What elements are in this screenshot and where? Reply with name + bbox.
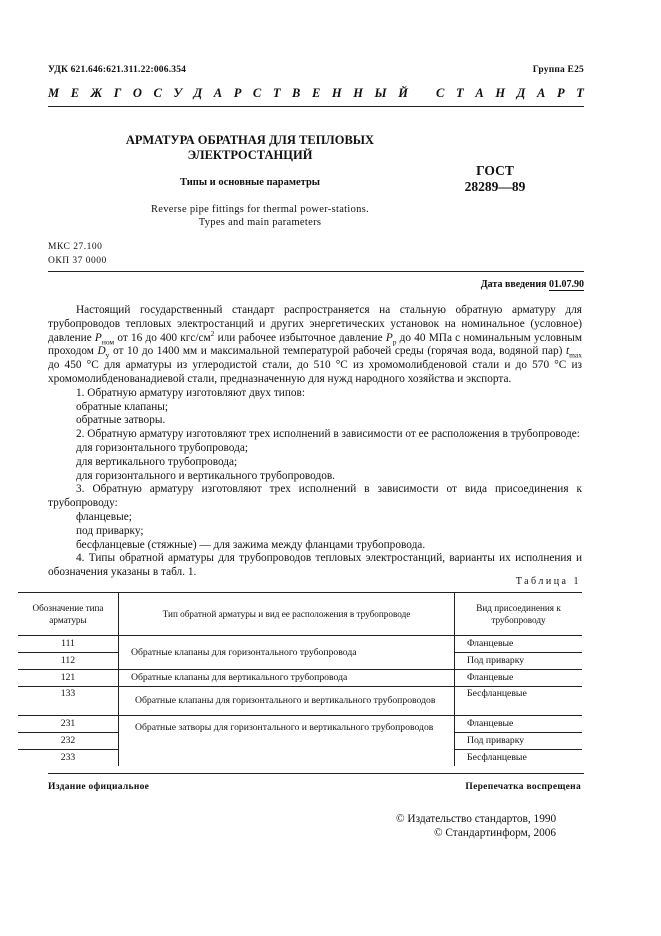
banner-letter: В bbox=[292, 86, 301, 100]
banner-letter: Ы bbox=[374, 86, 387, 100]
document-subtitle: Типы и основные параметры bbox=[179, 177, 321, 188]
banner-letter: Н bbox=[331, 86, 342, 100]
banner-letter: Н bbox=[353, 86, 363, 100]
clause-1-item-b: обратные затворы. bbox=[76, 414, 166, 427]
banner-letter: Е bbox=[70, 86, 80, 100]
banner-letter: А bbox=[213, 86, 223, 100]
intro-date bbox=[481, 279, 584, 290]
banner-letter: Т bbox=[576, 86, 584, 100]
banner-letter: Н bbox=[495, 86, 506, 100]
banner-letter: Й bbox=[398, 86, 408, 100]
type-code: 112 bbox=[18, 653, 119, 670]
clause-4: 4. Типы обратной арматуры для трубопроводов тепловых электростанций, варианты их исполнения и обозначения указаны в табл. 1. bbox=[48, 552, 582, 579]
intro-text-e: от 10 до 1400 мм и максимальной температурой рабочей среды (горячая вода, водяной пар) bbox=[109, 345, 566, 358]
connection-type: Под приварку bbox=[455, 733, 583, 750]
banner-letter: Е bbox=[311, 86, 321, 100]
symbol-p-nom: P bbox=[94, 331, 102, 344]
banner-letter: Ж bbox=[90, 86, 103, 100]
connection-type: Фланцевые bbox=[455, 636, 583, 653]
banner-word-standard bbox=[436, 86, 584, 101]
intro-text-d: до 40 МПа с номинальным условным проходом bbox=[48, 331, 583, 358]
type-code: 233 bbox=[18, 750, 119, 767]
english-title-line-1: Reverse pipe fittings for thermal power-stations. bbox=[150, 204, 370, 215]
udk-code: УДК 621.646:621.311.22:006.354 bbox=[48, 65, 187, 75]
type-description: Обратные клапаны для горизонтального и вертикального трубопроводов bbox=[119, 687, 455, 716]
interstate-standard-banner bbox=[48, 86, 584, 101]
connection-type: Бесфланцевые bbox=[455, 750, 583, 767]
banner-letter: С bbox=[153, 86, 162, 100]
symbol-p-r-sub: р bbox=[392, 336, 397, 346]
clause-2-item-a: для горизонтального трубопровода; bbox=[76, 441, 248, 454]
header-code: Обозначение типа арматуры bbox=[18, 593, 119, 636]
type-code: 133 bbox=[18, 687, 119, 716]
reprint-prohibited: Перепечатка воспрещена bbox=[465, 782, 581, 792]
banner-word-interstate bbox=[48, 86, 408, 101]
symbol-d-u: D bbox=[97, 345, 106, 358]
table-row bbox=[18, 687, 582, 716]
header-type: Тип обратной арматуры и вид ее расположения в трубопроводе bbox=[119, 593, 455, 636]
clause-1: 1. Обратную арматуру изготовляют двух типов: bbox=[76, 386, 305, 399]
type-description: Обратные затворы для горизонтального и вертикального трубопроводов bbox=[119, 716, 455, 767]
intro-text-a: Настоящий государственный стандарт распространяется на стальную обратную арматуру для трубопроводов тепловых электростанций и других энергетических установок на номинальное (условное) давление bbox=[48, 304, 582, 344]
banner-letter: М bbox=[48, 86, 60, 100]
banner-letter: Г bbox=[113, 86, 122, 100]
english-title bbox=[115, 203, 405, 229]
english-title-line-2: Types and main parameters bbox=[198, 217, 322, 228]
clause-2-item-b: для вертикального трубопровода; bbox=[76, 455, 238, 468]
banner-letter: С bbox=[436, 86, 445, 100]
clause-3-item-a: фланцевые; bbox=[76, 510, 132, 523]
title-line-1: АРМАТУРА ОБРАТНАЯ ДЛЯ ТЕПЛОВЫХ bbox=[125, 133, 375, 147]
clause-3: 3. Обратную арматуру изготовляют трех исполнений в зависимости от вида присоединения к трубопроводу: bbox=[48, 483, 582, 510]
date-rule bbox=[48, 271, 584, 272]
symbol-t-max-sub: max bbox=[569, 350, 583, 360]
type-description: Обратные клапаны для горизонтального трубопровода bbox=[119, 636, 455, 670]
clause-1-item-a: обратные клапаны; bbox=[76, 400, 169, 413]
intro-date-label: Дата введения bbox=[480, 279, 547, 290]
title-line-2: ЭЛЕКТРОСТАНЦИЙ bbox=[187, 148, 313, 162]
clause-3-item-c: бесфланцевые (стяжные) — для зажима между фланцами трубопровода. bbox=[76, 538, 426, 551]
okp-code: ОКП 37 0000 bbox=[48, 256, 107, 266]
connection-type: Бесфланцевые bbox=[455, 687, 583, 716]
banner-letter: А bbox=[475, 86, 484, 100]
banner-letter: Р bbox=[233, 86, 242, 100]
table-row bbox=[18, 636, 582, 653]
mks-code: МКС 27.100 bbox=[48, 242, 103, 252]
document-body bbox=[48, 304, 582, 580]
connection-type: Фланцевые bbox=[455, 716, 583, 733]
gost-designation bbox=[440, 163, 550, 195]
symbol-p-r: P bbox=[385, 331, 393, 344]
symbol-d-u-sub: у bbox=[105, 350, 110, 360]
table-label: Таблица 1 bbox=[515, 576, 581, 587]
banner-letter: С bbox=[252, 86, 262, 100]
types-table bbox=[18, 592, 582, 766]
table-row bbox=[18, 716, 582, 733]
group-code: Группа Е25 bbox=[532, 65, 584, 75]
banner-letter: Р bbox=[556, 86, 565, 100]
superscript-2: 2 bbox=[210, 328, 215, 338]
gost-label: ГОСТ bbox=[476, 163, 514, 178]
classification-codes bbox=[48, 240, 107, 268]
banner-letter: Д bbox=[193, 86, 203, 100]
copyright-block bbox=[396, 812, 556, 840]
official-edition: Издание официальное bbox=[48, 782, 150, 792]
intro-text-b: от 16 до 400 кгс/см bbox=[114, 331, 211, 344]
header-rule bbox=[48, 106, 584, 107]
type-code: 231 bbox=[18, 716, 119, 733]
connection-type: Фланцевые bbox=[455, 670, 583, 687]
clause-2: 2. Обратную арматуру изготовляют трех исполнений в зависимости от ее расположения в трубопроводе: bbox=[76, 428, 580, 441]
type-code: 111 bbox=[18, 636, 119, 653]
gost-number: 28289—89 bbox=[464, 179, 526, 194]
intro-paragraph bbox=[48, 304, 582, 387]
table-row bbox=[18, 670, 582, 687]
banner-letter: Т bbox=[272, 86, 281, 100]
banner-letter: О bbox=[132, 86, 142, 100]
type-code: 232 bbox=[18, 733, 119, 750]
banner-letter: Д bbox=[516, 86, 526, 100]
document-title bbox=[115, 133, 385, 163]
clause-2-item-c: для горизонтального и вертикального трубопроводов. bbox=[76, 469, 336, 482]
banner-letter: Т bbox=[456, 86, 464, 100]
table-header-row bbox=[18, 593, 582, 636]
symbol-t-max: t bbox=[565, 345, 570, 358]
intro-text-f: до 450 °С для арматуры из углеродистой стали, до 510 °С из хромомолибденовой стали и до 570 °С из хромомолибденованадиевой стали, предназначенную для нужд народного хозяйства и экспорта. bbox=[48, 359, 582, 385]
connection-type: Под приварку bbox=[455, 653, 583, 670]
header-connection: Вид присоединения к трубопроводу bbox=[455, 593, 583, 636]
banner-letter: У bbox=[173, 86, 183, 100]
clause-3-item-b: под приварку; bbox=[76, 524, 144, 537]
type-code: 121 bbox=[18, 670, 119, 687]
banner-letter: А bbox=[536, 86, 546, 100]
intro-text-c: или рабочее избыточное давление bbox=[214, 331, 386, 344]
type-description: Обратные клапаны для вертикального трубопровода bbox=[119, 670, 455, 687]
intro-date-value: 01.07.90 bbox=[549, 279, 584, 290]
footer-rule bbox=[48, 773, 584, 774]
symbol-p-nom-sub: ном bbox=[101, 336, 115, 346]
copyright-1: © Издательство стандартов, 1990 bbox=[396, 813, 557, 825]
copyright-2: © Стандартинформ, 2006 bbox=[434, 827, 557, 839]
